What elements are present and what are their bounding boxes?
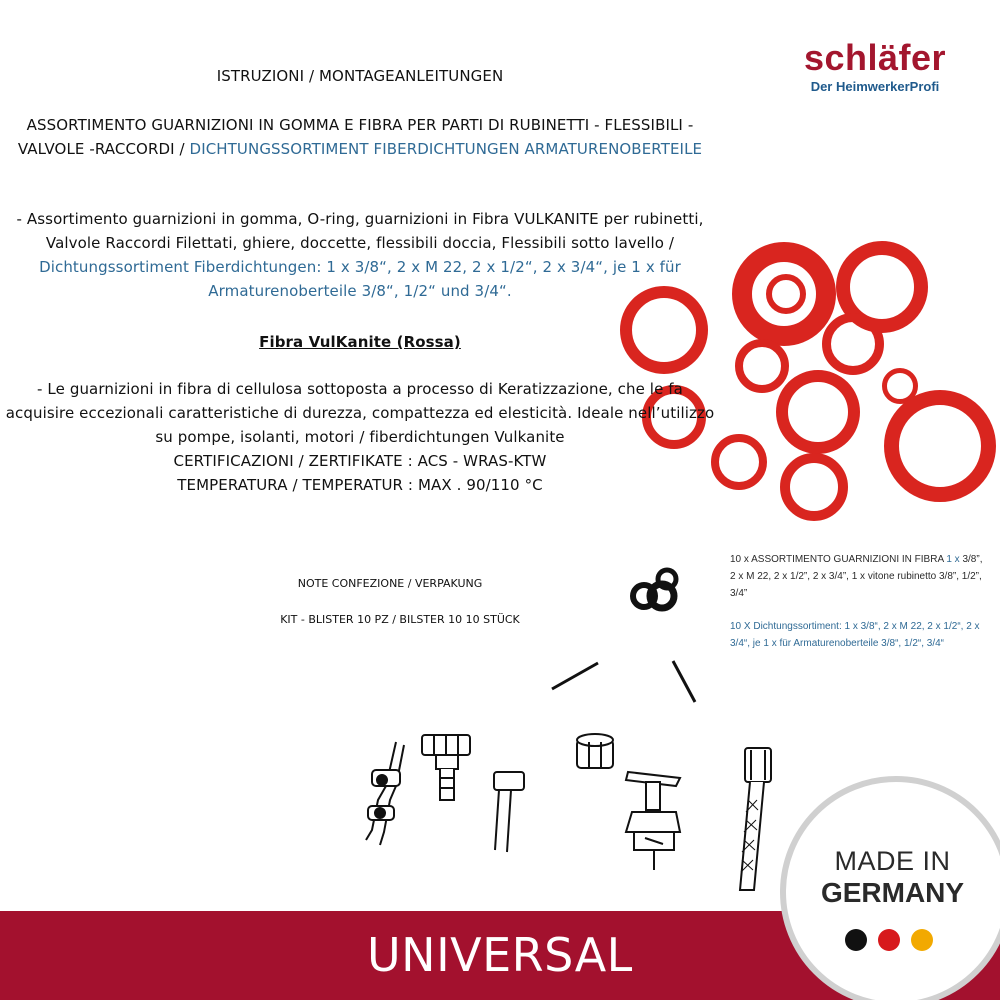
flag-dot-gold [911,929,933,951]
brand-name: schläfer [803,37,947,78]
fibra-line-3: su pompe, isolanti, motori / fiberdichtungen Vulkanite [155,428,565,446]
fibra-title: Fibra VulKanite (Rossa) [259,333,461,351]
heading-it: VALVOLE -RACCORDI / [17,140,190,158]
desc-line-3: Dichtungssortiment Fiberdichtungen: 1 x 3/8“, 2 x M 22, 2 x 1/2“, 2 x 3/4“, je 1 x für [39,258,681,276]
o-rings-icon [633,570,676,608]
cap-nut-icon [577,734,613,768]
packaging-kit: KIT - BLISTER 10 PZ / BILSTER 10 10 STÜCK [280,613,520,626]
flag-dot-black [845,929,867,951]
badge-line-2: GERMANY [820,877,965,908]
contents-it-blue: 1 x [946,554,960,565]
contents-it-black: 10 x ASSORTIMENTO GUARNIZIONI IN FIBRA [730,554,947,565]
fibra-certifications: CERTIFICAZIONI / ZERTIFIKATE : ACS - WRAS-KTW [173,452,547,470]
heading-de: DICHTUNGSSORTIMENT FIBERDICHTUNGEN ARMATURENOBERTEILE [189,140,703,158]
heading-line-1: ASSORTIMENTO GUARNIZIONI IN GOMMA E FIBRA PER PARTI DI RUBINETTI - FLESSIBILI - [26,116,694,134]
fitting-elbow-icon [366,742,404,845]
footer-label: UNIVERSAL [367,928,633,982]
brand-tagline: Der HeimwerkerProfi [810,79,940,94]
contents-de: 10 X Dichtungssortiment: 1 x 3/8“, 2 x M 22, 2 x 1/2“, 2 x 3/4“, je 1 x für Armaturenoberteile 3/8“, 1/2“, 3/4“ [730,621,980,649]
desc-line-4: Armaturenoberteile 3/8“, 1/2“ und 3/4“. [208,282,512,300]
braided-hose-icon [740,748,771,890]
fibra-line-1: - Le guarnizioni in fibra di cellulosa sottoposta a processo di Keratizzazione, che le fa [37,380,683,398]
made-in-germany-badge [780,776,1000,1000]
tap-valve-icon [626,772,680,870]
hose-nut-icon [422,735,470,800]
flag-dot-red [878,929,900,951]
fibra-temperature: TEMPERATURA / TEMPERATUR : MAX . 90/110 °C [177,476,543,494]
contents-it-rest: 3/8”, 2 x M 22, 2 x 1/2”, 2 x 3/4”, 1 x vitone rubinetto 3/8”, 1/2”, 3/4” [730,554,983,599]
arrow-icon [552,661,695,702]
badge-line-1: MADE IN [834,846,951,876]
fibra-line-2: acquisire eccezionali caratteristiche di durezza, compattezza ed elesticità. Ideale nell’utilizzo [5,404,715,422]
desc-line-2: Valvole Raccordi Filettati, ghiere, doccette, flessibili doccia, Flessibili sotto lavello / [45,234,675,252]
pipe-connector-icon [494,772,524,852]
page-title: ISTRUZIONI / MONTAGEANLEITUNGEN [216,67,504,85]
desc-line-1: - Assortimento guarnizioni in gomma, O-ring, guarnizioni in Fibra VULKANITE per rubinetti, [16,210,704,228]
packaging-title: NOTE CONFEZIONE / VERPAKUNG [297,577,483,590]
